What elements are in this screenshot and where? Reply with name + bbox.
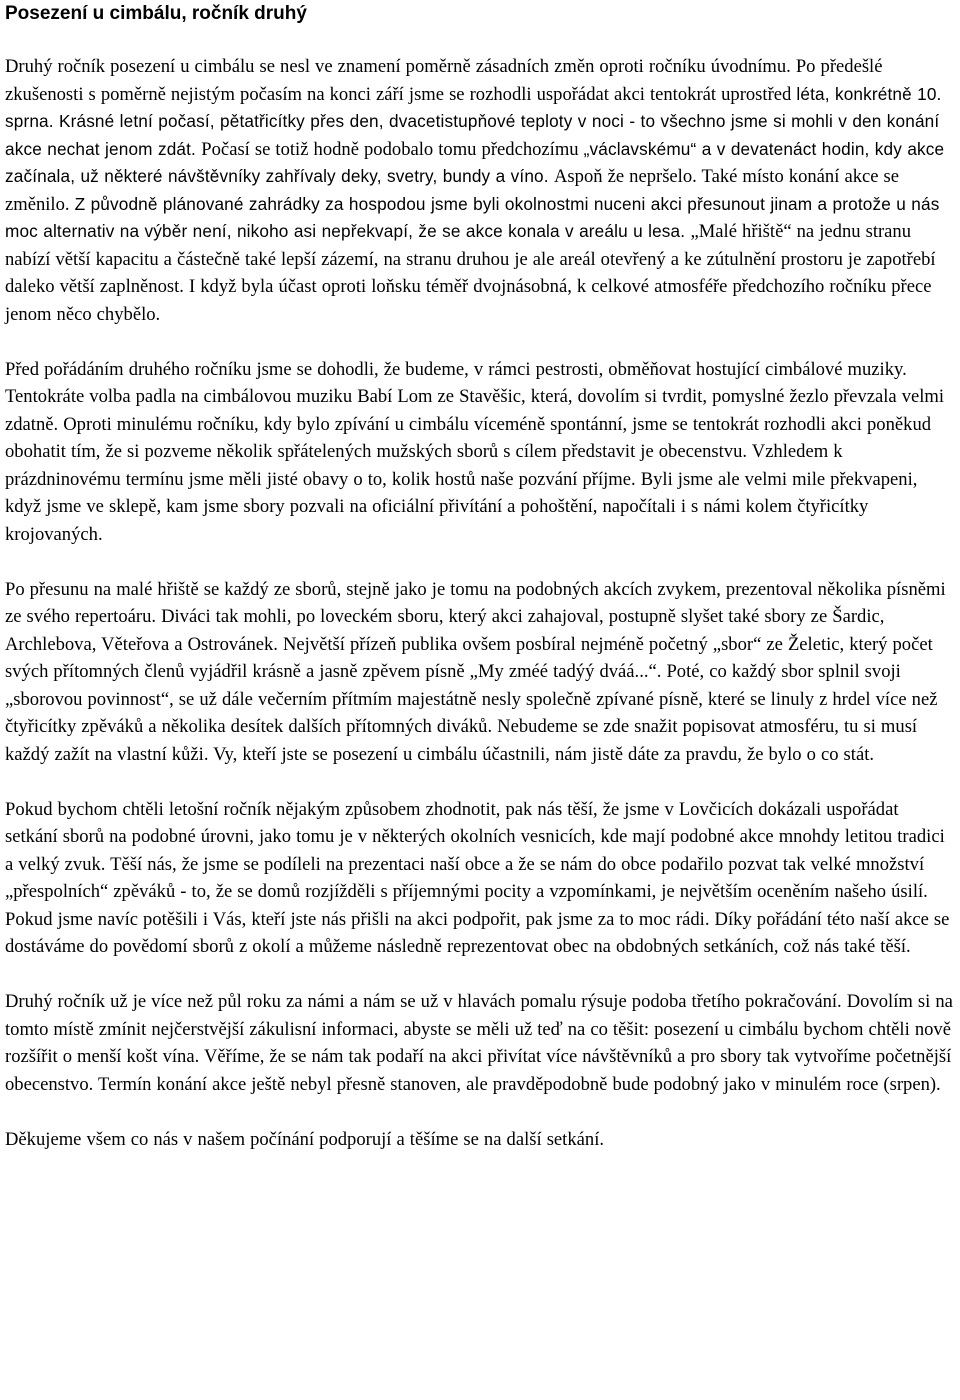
paragraph-1-segment-4: „václavskému“ a v devatenáct hodin, kdy akce začínala, už některé návštěvníky zahřívaly deky, svetry, bundy a víno. [5,138,945,186]
paragraph-2 [5,356,954,549]
paragraph-6 [5,1126,954,1154]
document-title: Posezení u cimbálu, ročník druhý [5,3,307,24]
paragraph-1-segment-3: Počasí se totiž hodně podobalo tomu předchozímu [201,138,584,160]
paragraph-5 [5,988,954,1098]
paragraph-spacer [5,548,954,576]
paragraph-spacer [5,768,954,796]
paragraph-1 [5,53,954,328]
paragraph-1-segment-2: léta, konkrétně 10. sprna. Krásné letní počasí, pětatřicítky přes den, dvacetistupňové teploty v noci - to všechno jsme si mohli v den konání akce nechat jenom zdát. [5,83,942,159]
paragraph-6-text: Děkujeme všem co nás v našem počínání podporují a těšíme se na další setkání. [5,1128,605,1150]
paragraph-4-text: Pokud bychom chtěli letošní ročník nějakým způsobem zhodnotit, pak nás těší, že jsme v Lovčicích dokázali uspořádat setkání sborů na podobné úrovni, jako tomu je v některých okolních vesnicích, kde mají podobné akce mnohdy letitou tradici a velký zvuk. Těší nás, že jsme se podíleli na prezentaci naší obce a že se nám do obce podařilo pozvat tak velké množství „přespolních“ zpěváků - to, že se domů rozjížděli s příjemnými pocity a vzpomínkami, je největším oceněním našeho úsilí. Pokud jsme navíc potěšili i Vás, kteří jste nás přišli na akci podpořit, pak jsme za to moc rádi. Díky pořádání této naší akce se dostáváme do povědomí sborů z okolí a můžeme následně reprezentovat obec na obdobných setkáních, což nás také těší. [5,798,950,957]
paragraph-3-text: Po přesunu na malé hřiště se každý ze sborů, stejně jako je tomu na podobných akcích zvykem, prezentoval několika písněmi ze svého repertoáru. Diváci tak mohli, po loveckém sboru, který akci zahajoval, postupně slyšet také sbory ze Šardic, Archlebova, Věteřova a Ostrovánek. Největší přízeň publika ovšem posbíral nejméně početný „sbor“ ze Želetic, který počet svých přítomných členů vyjádřil krásně a jasně zpěvem písně „My zméé tadýý dváá...“. Poté, co každý sbor splnil svoji „sborovou povinnost“, se už dále večerním přítmím majestátně nesly společně zpívané písně, které se linuly z hrdel více než čtyřicítky zpěváků a několika desítek dalších přítomných diváků. Nebudeme se zde snažit popisovat atmosféru, tu si musí každý zažít na vlastní kůži. Vy, kteří jste se posezení u cimbálu účastnili, nám jistě dáte za pravdu, že bylo o co stát. [5,578,946,765]
paragraph-1-segment-7: „Malé hřiště“ na jednu stranu nabízí větší kapacitu a částečně také lepší zázemí, na stranu druhou je ale areál otevřený a ke zútulnění prostoru je zapotřebí daleko větší zaplněnost. I když byla účast oproti loňsku téměř dvojnásobná, k celkové atmosféře předchozího ročníku přece jenom něco chybělo. [5,221,936,325]
paragraph-5-text: Druhý ročník už je více než půl roku za námi a nám se už v hlavách pomalu rýsuje podoba třetího pokračování. Dovolím si na tomto místě zmínit nejčerstvější zákulisní informaci, abyste se měli už teď na co těšit: posezení u cimbálu bychom chtěli nově rozšířit o menší košt vína. Věříme, že se nám tak podaří na akci přivítat více návštěvníků a pro sbory tak vytvoříme početnější obecenstvo. Termín konání akce ještě nebyl přesně stanoven, ale pravděpodobně bude podobný jako v minulém roce (srpen). [5,991,953,1095]
paragraph-3 [5,576,954,769]
paragraph-1-segment-5: Aspoň že nepršelo. Také místo konání akce se změnilo. [5,166,900,215]
paragraph-2-text: Před pořádáním druhého ročníku jsme se dohodli, že budeme, v rámci pestrosti, obměňovat hostující cimbálové muziky. Tentokráte volba padla na cimbálovou muziku Babí Lom ze Stavěšic, která, dovolím si tvrdit, pomyslné žezlo převzala velmi zdatně. Oproti minulému ročníku, kdy bylo zpívání u cimbálu víceméně spontánní, jsme se tentokrát rozhodli akci poněkud obohatit tím, že si pozveme několik spřátelených mužských sborů s cílem představit je obecenstvu. Vzhledem k prázdninovému termínu jsme měli jisté obavy o to, kolik hostů naše pozvání příjme. Byli jsme ale velmi mile překvapeni, když jsme ve sklepě, kam jsme sbory pozvali na oficiální přivítání a pohoštění, napočítali i s námi kolem čtyřicítky krojovaných. [5,358,945,545]
title-spacer [5,27,954,53]
paragraph-spacer [5,961,954,989]
paragraph-1-segment-1: Druhý ročník posezení u cimbálu se nesl ve znamení poměrně zásadních změn oproti ročníku úvodnímu. Po předešlé zkušenosti s poměrně nejistým počasím na konci září jsme se rozhodli uspořádat akci tentokrát uprostřed [5,56,883,105]
paragraph-spacer [5,1098,954,1126]
paragraph-spacer [5,328,954,356]
paragraph-1-segment-6: Z původně plánované zahrádky za hospodou jsme byli okolnostmi nuceni akci přesunout jinam a protože u nás moc alternativ na výběr není, nikoho asi nepřekvapí, že se akce konala v areálu u lesa. [5,193,940,241]
paragraph-4 [5,796,954,961]
